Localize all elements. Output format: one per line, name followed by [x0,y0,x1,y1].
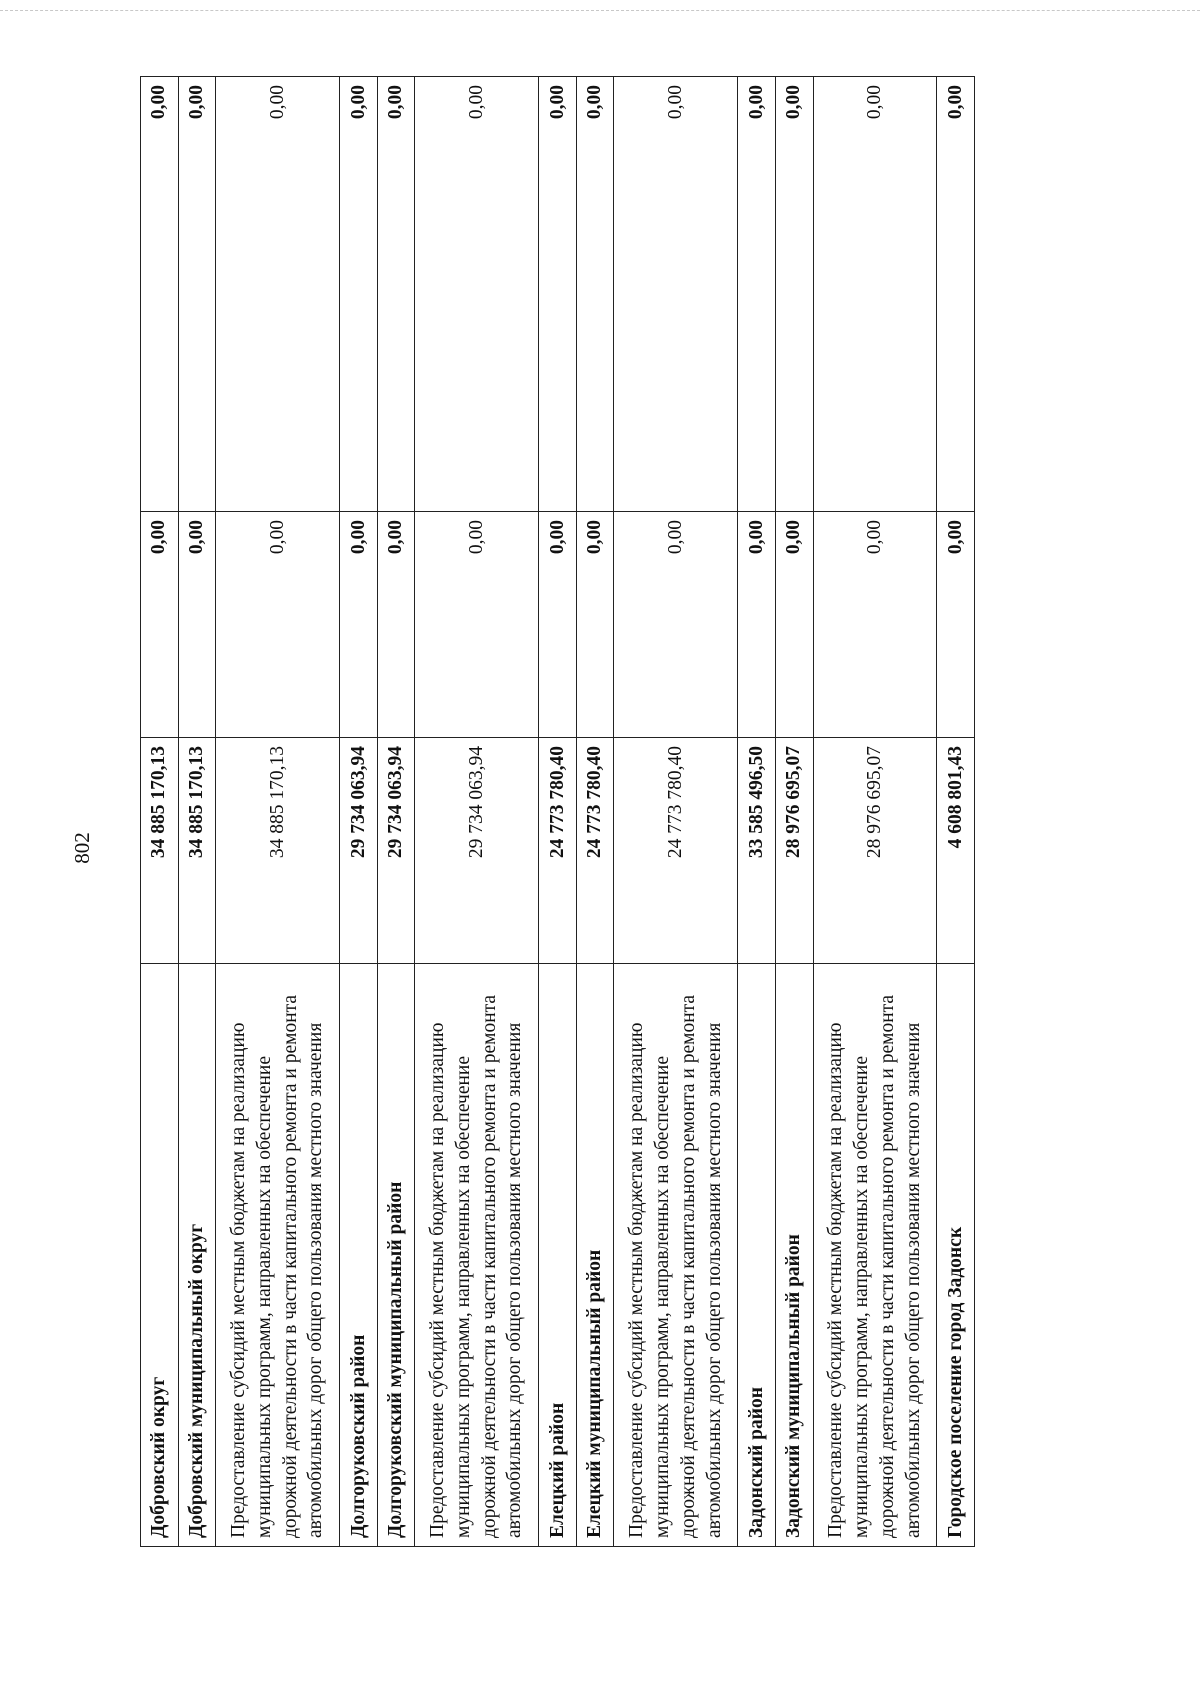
table-row [937,77,975,1547]
row-name: Предоставление субсидий местным бюджетам на реализацию муниципальных программ, направленных на обеспечение дорожной деятельности в части капитального ремонта и ремонта автомобильных дорог общего пользования местного значения [216,964,340,1547]
row-value-3: 0,00 [775,77,813,512]
row-value-3: 0,00 [415,77,539,512]
row-name: Задонский район [738,964,776,1547]
row-value-3: 0,00 [539,77,577,512]
row-value-2: 0,00 [340,512,378,738]
row-value-2: 0,00 [937,512,975,738]
row-value-2: 0,00 [178,512,216,738]
row-name: Предоставление субсидий местным бюджетам на реализацию муниципальных программ, направленных на обеспечение дорожной деятельности в части капитального ремонта и ремонта автомобильных дорог общего пользования местного значения [813,964,937,1547]
table-row [377,77,415,1547]
table-row [415,77,539,1547]
row-name: Предоставление субсидий местным бюджетам на реализацию муниципальных программ, направленных на обеспечение дорожной деятельности в части капитального ремонта и ремонта автомобильных дорог общего пользования местного значения [415,964,539,1547]
row-value-3: 0,00 [576,77,614,512]
row-value-2: 0,00 [141,512,179,738]
row-value-1: 29 734 063,94 [415,738,539,964]
scan-top-edge [0,10,1200,11]
row-value-3: 0,00 [937,77,975,512]
row-name: Долгоруковский муниципальный район [377,964,415,1547]
row-value-3: 0,00 [614,77,738,512]
row-value-3: 0,00 [178,77,216,512]
row-value-1: 24 773 780,40 [576,738,614,964]
page-number: 802 [69,832,94,864]
row-value-2: 0,00 [738,512,776,738]
row-value-3: 0,00 [340,77,378,512]
row-value-3: 0,00 [377,77,415,512]
row-name: Добровский муниципальный округ [178,964,216,1547]
table-row [738,77,776,1547]
row-value-1: 4 608 801,43 [937,738,975,964]
table-row [539,77,577,1547]
row-value-1: 24 773 780,40 [539,738,577,964]
row-value-1: 24 773 780,40 [614,738,738,964]
row-value-2: 0,00 [216,512,340,738]
row-name: Задонский муниципальный район [775,964,813,1547]
row-value-2: 0,00 [539,512,577,738]
row-value-3: 0,00 [738,77,776,512]
row-value-2: 0,00 [614,512,738,738]
budget-table [140,76,975,1547]
row-value-3: 0,00 [813,77,937,512]
row-value-1: 33 585 496,50 [738,738,776,964]
row-value-3: 0,00 [216,77,340,512]
row-value-1: 34 885 170,13 [216,738,340,964]
row-value-1: 34 885 170,13 [178,738,216,964]
row-value-2: 0,00 [576,512,614,738]
row-name: Долгоруковский район [340,964,378,1547]
row-name: Городское поселение город Задонск [937,964,975,1547]
row-value-3: 0,00 [141,77,179,512]
row-value-2: 0,00 [415,512,539,738]
table-row [775,77,813,1547]
table-row [141,77,179,1547]
row-value-1: 28 976 695,07 [813,738,937,964]
row-value-2: 0,00 [377,512,415,738]
table-row [813,77,937,1547]
table-row [576,77,614,1547]
row-name: Предоставление субсидий местным бюджетам на реализацию муниципальных программ, направленных на обеспечение дорожной деятельности в части капитального ремонта и ремонта автомобильных дорог общего пользования местного значения [614,964,738,1547]
table-row [178,77,216,1547]
table-row [216,77,340,1547]
row-value-1: 34 885 170,13 [141,738,179,964]
row-value-1: 29 734 063,94 [340,738,378,964]
row-name: Елецкий район [539,964,577,1547]
row-value-1: 28 976 695,07 [775,738,813,964]
row-name: Добровский округ [141,964,179,1547]
table-row [340,77,378,1547]
rotated-table-container [140,77,975,1547]
table-row [614,77,738,1547]
row-value-2: 0,00 [775,512,813,738]
row-value-2: 0,00 [813,512,937,738]
row-name: Елецкий муниципальный район [576,964,614,1547]
row-value-1: 29 734 063,94 [377,738,415,964]
